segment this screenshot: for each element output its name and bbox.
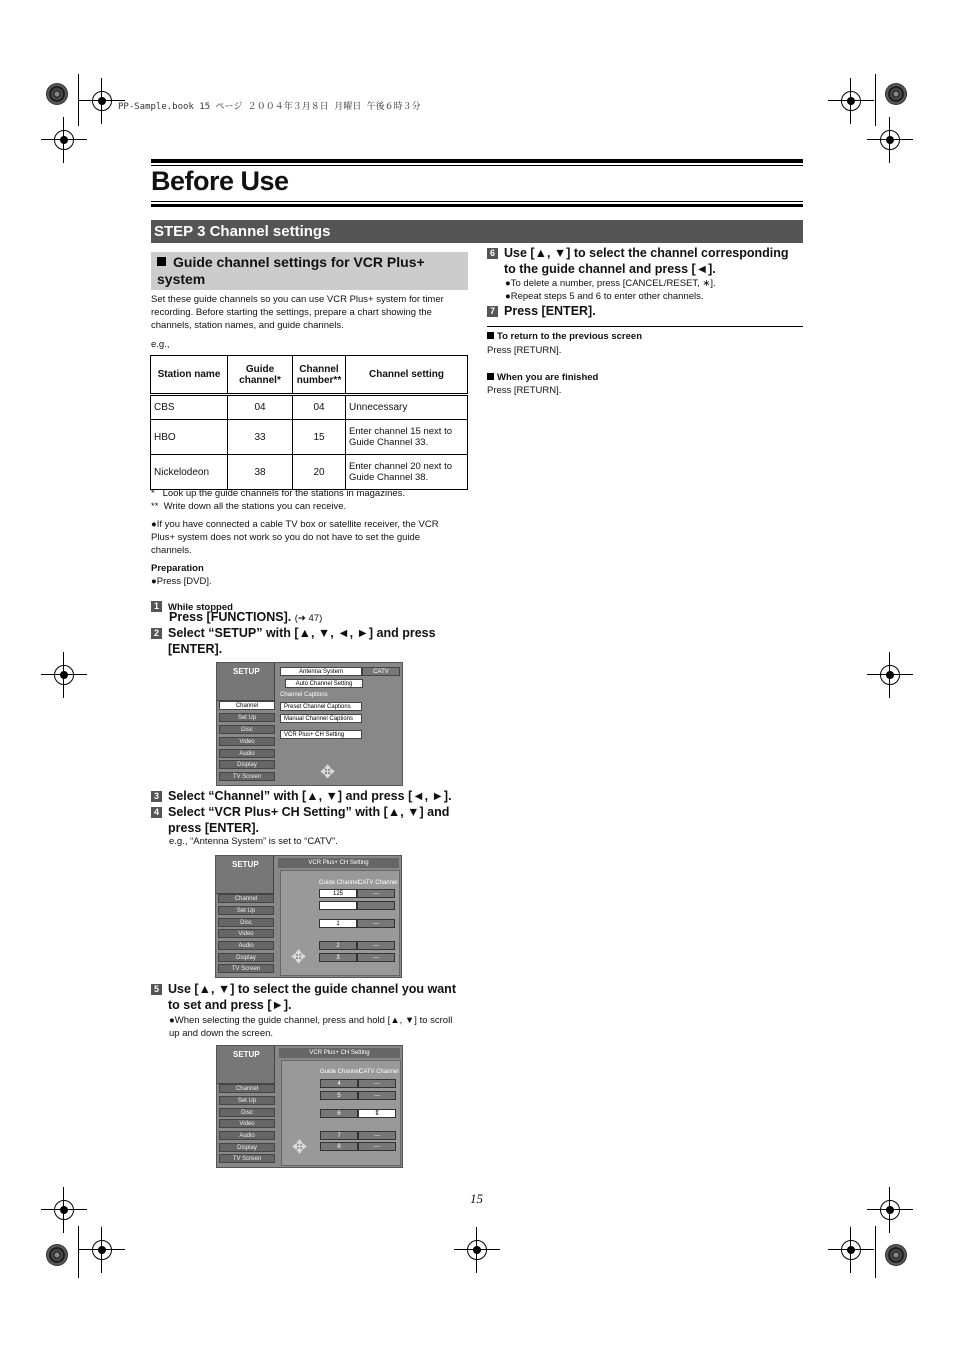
step-6-note: ●To delete a number, press [CANCEL/RESET, ∗]. — [505, 278, 716, 289]
table-cell: 15 — [293, 420, 346, 455]
registration-mark — [838, 88, 864, 114]
return-text: Press [RETURN]. — [487, 345, 562, 356]
menu-item-video: Video — [218, 929, 274, 938]
step-bar: STEP 3 Channel settings — [151, 220, 803, 243]
guide-cell: 8 — [320, 1142, 358, 1151]
catv-cell: --- — [358, 1131, 396, 1140]
registration-disc — [885, 1244, 907, 1266]
guide-cell: 4 — [320, 1079, 358, 1088]
table-row — [151, 395, 468, 420]
step-4-note: e.g., “Antenna System” is set to “CATV”. — [169, 836, 338, 847]
registration-mark — [89, 88, 115, 114]
step-number: 4 — [151, 807, 162, 818]
catv-cell: --- — [358, 1142, 396, 1151]
col-catv-label: CATV Channel — [359, 1069, 399, 1075]
table-cell: Enter channel 20 next to Guide Channel 38. — [346, 455, 468, 490]
registration-mark — [877, 127, 903, 153]
table-cell: Unnecessary — [346, 395, 468, 420]
guide-cell: 2 — [319, 941, 357, 950]
menu-item-setup: Set Up — [219, 713, 275, 722]
preset-captions-label: Preset Channel Captions — [280, 702, 362, 711]
cable-note: ●If you have connected a cable TV box or satellite receiver, the VCR Plus+ system does not work so you do not have to set the guide channels. — [151, 519, 439, 556]
step-number: 3 — [151, 791, 162, 802]
step-number: 1 — [151, 601, 162, 612]
menu-item-disc: Disc — [218, 918, 274, 927]
table-cell: 38 — [228, 455, 293, 490]
guide-cell: 3 — [319, 953, 357, 962]
catv-cell — [357, 901, 395, 910]
menu-item-tv-screen: TV Screen — [219, 1154, 275, 1163]
eg-label: e.g., — [151, 339, 170, 350]
menu-item-disc: Disc — [219, 1108, 275, 1117]
table-header: Guide channel* — [228, 356, 293, 395]
menu-item-disc: Disc — [219, 725, 275, 734]
step-5: 5 Use [▲, ▼] to select the guide channel you want to set and press [►]. — [151, 981, 469, 1013]
table-cell: 04 — [228, 395, 293, 420]
manual-captions-label: Manual Channel Captions — [280, 714, 362, 723]
menu-item-tv-screen: TV Screen — [218, 964, 274, 973]
catv-cell: --- — [357, 953, 395, 962]
table-cell: Nickelodeon — [151, 455, 228, 490]
catv-cell: --- — [357, 919, 395, 928]
table-header: Channel setting — [346, 356, 468, 395]
step-4: 4 Select “VCR Plus+ CH Setting” with [▲, ▼] and press [ENTER]. — [151, 804, 469, 836]
menu-item-channel: Channel — [218, 894, 274, 903]
table-row — [151, 455, 468, 490]
step-number: 7 — [487, 306, 498, 317]
table-cell: CBS — [151, 395, 228, 420]
dpad-icon — [292, 1139, 310, 1157]
table-cell: HBO — [151, 420, 228, 455]
crop-line — [875, 74, 876, 126]
vcr-ch-setting-title: VCR Plus+ CH Setting — [278, 858, 399, 868]
return-label: To return to the previous screen — [487, 330, 642, 343]
step-number: 6 — [487, 248, 498, 259]
menu-item-display: Display — [218, 953, 274, 962]
crop-line — [78, 1226, 79, 1278]
channel-captions-label: Channel Captions — [280, 692, 328, 698]
step-2: 2 Select “SETUP” with [▲, ▼, ◄, ►] and press [ENTER]. — [151, 625, 469, 657]
footnote: ** Write down all the stations you can receive. — [151, 501, 347, 512]
setup-label: SETUP — [216, 856, 274, 894]
table-cell: Enter channel 15 next to Guide Channel 33. — [346, 420, 468, 455]
col-catv-label: CATV Channel — [358, 880, 398, 886]
guide-cell: 1 — [319, 919, 357, 928]
square-bullet-icon — [487, 332, 494, 339]
dpad-icon — [320, 764, 338, 782]
menu-item-video: Video — [219, 1119, 275, 1128]
table-cell: 33 — [228, 420, 293, 455]
step-1-text: Press [FUNCTIONS]. (➜ 47) — [169, 610, 323, 624]
guide-cell: 7 — [320, 1131, 358, 1140]
finished-text: Press [RETURN]. — [487, 385, 562, 396]
divider — [487, 326, 803, 327]
vcr-ch-setting-title: VCR Plus+ CH Setting — [279, 1048, 400, 1058]
registration-mark — [838, 1237, 864, 1263]
setup-label: SETUP — [217, 1046, 275, 1084]
step-number: 2 — [151, 628, 162, 639]
footnote: * Look up the guide channels for the stations in magazines. — [151, 488, 406, 499]
guide-cell: 125 — [319, 889, 357, 898]
registration-disc — [46, 1244, 68, 1266]
catv-cell: --- — [358, 1091, 396, 1100]
antenna-system-label: Antenna System — [280, 667, 362, 676]
square-bullet-icon — [157, 257, 166, 266]
title-rule-thin — [151, 201, 803, 202]
setup-label: SETUP — [217, 663, 275, 701]
menu-item-display: Display — [219, 1143, 275, 1152]
step-6: 6 Use [▲, ▼] to select the channel corresponding to the guide channel and press [◄]. — [487, 245, 803, 277]
menu-item-setup: Set Up — [218, 906, 274, 915]
table-header: Channel number** — [293, 356, 346, 395]
registration-mark — [51, 662, 77, 688]
crop-line — [875, 1226, 876, 1278]
intro-text: Set these guide channels so you can use VCR Plus+ system for timer recording. Before starting the settings, prepare a chart showing the channels, station names, and guide channels. — [151, 294, 444, 331]
menu-item-video: Video — [219, 737, 275, 746]
step-6-note: ●Repeat steps 5 and 6 to enter other channels. — [505, 291, 704, 302]
registration-mark — [89, 1237, 115, 1263]
menu-item-audio: Audio — [218, 941, 274, 950]
step-7: 7 Press [ENTER]. — [487, 303, 596, 319]
guide-cell — [319, 901, 357, 910]
registration-disc — [885, 83, 907, 105]
setup-screen-1 — [216, 662, 403, 786]
channel-table — [150, 355, 468, 490]
table-header-row — [151, 356, 468, 395]
preparation-label: Preparation — [151, 563, 204, 574]
catv-cell: --- — [357, 889, 395, 898]
page-number: 15 — [470, 1191, 483, 1206]
menu-item-audio: Audio — [219, 749, 275, 758]
menu-item-tv-screen: TV Screen — [219, 772, 275, 781]
catv-cell: --- — [357, 941, 395, 950]
top-rule — [151, 159, 803, 163]
table-header: Station name — [151, 356, 228, 395]
col-guide-label: Guide Channel — [319, 880, 360, 886]
updown-icon: ⇕ — [358, 1109, 396, 1118]
setup-screen-2 — [215, 855, 402, 978]
guide-cell: 6 — [320, 1109, 358, 1118]
step-1: 1 While stopped — [151, 597, 233, 615]
setup-screen-3 — [216, 1045, 403, 1168]
menu-item-channel: Channel — [219, 701, 275, 710]
registration-mark — [877, 1197, 903, 1223]
step-3: 3 Select “Channel” with [▲, ▼] and press [◄, ►]. — [151, 788, 452, 804]
registration-mark — [51, 1197, 77, 1223]
auto-channel-label: Auto Channel Setting — [285, 679, 363, 688]
menu-item-channel: Channel — [219, 1084, 275, 1093]
vcr-ch-setting-label: VCR Plus+ CH Setting — [280, 730, 362, 739]
page-title: Before Use — [151, 166, 289, 196]
table-row — [151, 420, 468, 455]
finished-label: When you are finished — [487, 371, 598, 384]
table-cell: 04 — [293, 395, 346, 420]
registration-mark — [51, 127, 77, 153]
step-5-note: ●When selecting the guide channel, press and hold [▲, ▼] to scroll up and down the screen. — [169, 1015, 453, 1039]
catv-cell: --- — [358, 1079, 396, 1088]
menu-item-audio: Audio — [219, 1131, 275, 1140]
dpad-icon — [291, 949, 309, 967]
table-cell: 20 — [293, 455, 346, 490]
square-bullet-icon — [487, 373, 494, 380]
crop-line — [78, 74, 79, 126]
col-guide-label: Guide Channel — [320, 1069, 361, 1075]
registration-mark — [877, 662, 903, 688]
registration-mark — [464, 1237, 490, 1263]
guide-cell: 5 — [320, 1091, 358, 1100]
catv-value: CATV — [362, 667, 400, 676]
menu-item-display: Display — [219, 760, 275, 769]
title-rule — [151, 204, 803, 207]
menu-item-setup: Set Up — [219, 1096, 275, 1105]
preparation-text: ●Press [DVD]. — [151, 576, 212, 587]
section-heading: Guide channel settings for VCR Plus+ system — [151, 252, 468, 290]
step-number: 5 — [151, 984, 162, 995]
registration-disc — [46, 83, 68, 105]
print-header: PP-Sample.book 15 ページ ２００４年３月８日 月曜日 午後６時３分 — [118, 102, 421, 112]
